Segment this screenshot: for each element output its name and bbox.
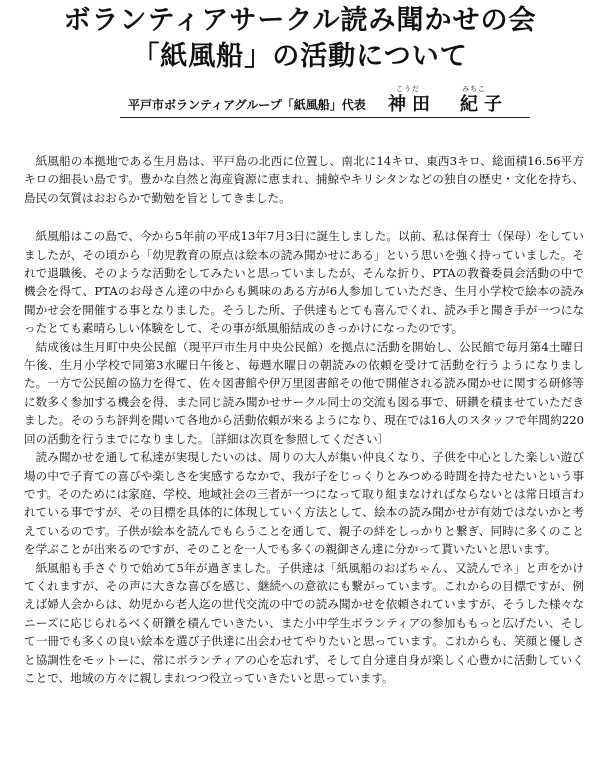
author-name: 神田 紀子 <box>388 94 508 115</box>
paragraph-founding: 紙風船はこの島で、今から5年前の平成13年7月3日に誕生しました。以前、私は保育士（保母）をしていましたが、その頃から「幼児教育の原点は絵本の読み聞かせにある」という思いを強く持っていました。それで退職後、そのような活動をしてみたいと思っていましたが、そんな折り、PTAの教養委員会活動の中で機会を得て、PTAのお母さん達の中からも興味のある方が6人参加していただき、生月小学校で絵本の読み聞かせ会を開催する事となりました。そうした所、子供達もとても喜んでくれ、読み手と聞き手が一つになったとても素晴らしい体験をして、その事が紙風船結成のきっかけになったのです。 <box>24 229 584 336</box>
author-byline <box>128 85 510 116</box>
author-ruby-family: こうだ <box>396 85 420 93</box>
page-title-line-1: ボランティアサークル読み聞かせの会 <box>63 5 537 36</box>
byline-divider <box>120 117 530 118</box>
author-group: 平戸市ボランティアグループ「紙風船」代表 <box>128 98 366 112</box>
article-body <box>24 152 584 687</box>
author-ruby-given: みちこ <box>462 85 486 93</box>
paragraph-goals: 読み聞かせを通して私達が実現したいのは、周りの大人が集い仲良くなり、子供を中心とした楽しい遊び場の中で子育ての喜びや楽しさを実感するなかで、我が子をじっくりとみつめる時間を持たせたいという事です。そのためには家庭、学校、地域社会の三者が一つになって取り組まなければならないとは常日頃言われている事ですが、その目標を具体的に体現していく方法として、絵本の読み聞かせが有効ではないかと考えているのです。子供が絵本を読んでもらうことを通して、親子の絆をしっかりと繋ぎ、同時に多くのことを学ぶことが出来るのですが、そのことを一人でも多くの親御さん達に分かって貰いたいと思います。 <box>24 450 584 557</box>
paragraph-activities: 結成後は生月町中央公民館（現平戸市生月中央公民館）を拠点に活動を開始し、公民館で毎月第4土曜日午後、生月小学校で同第3水曜日午後と、毎週水曜日の朝読みの依頼を受けて活動を行うようになりました。一方で公民館の協力を得て、佐々図書館や伊万里図書館その他で開催される読み聞かせに関する研修等に数多く参加する機会を得、また同じ読み聞かせサークル同士の交流も図る事で、研鑽を積ませていただきました。そのうち評判を聞いて各地から活動依頼が来るようになり、現在では16人のスタッフで年間約220回の活動を行うまでになりました。〔詳細は次頁を参照してください〕 <box>24 339 584 446</box>
page-title-line-2: 「紙風船」の活動について <box>132 41 468 72</box>
paragraph-intro: 紙風船の本拠地である生月島は、平戸島の北西に位置し、南北に14キロ、東西3キロ、総面積16.56平方キロの細長い島です。豊かな自然と海産資源に恵まれ、捕鯨やキリシタンなどの独自の歴史・文化を持ち、島民の気質はおおらかで勤勉を旨としてきました。 <box>24 154 584 205</box>
paragraph-future: 紙風船も手さぐりで始めて5年が過ぎました。子供達は「紙風船のおばちゃん、又読んでネ」と声をかけてくれますが、その声に大きな喜びを感じ、継続への意欲にも繋がっています。これからの目標ですが、例えば婦人会からは、幼児から老人迄の世代交流の中での読み聞かせを依頼されていますが、そうした様々なニーズに応じられるべく研鑽を積んでいきたい、また小中学生ボランティアの参加ももっと広げたい、そして一冊でも多くの良い絵本を選び子供達に出会わせてやりたいと思っています。これからも、笑顔と優しさと協調性をモットーに、常にボランティアの心を忘れず、そして自分達自身が楽しく心豊かに活動していくことで、地域の方々に親しまれつつ役立っていきたいと思っています。 <box>24 560 584 685</box>
